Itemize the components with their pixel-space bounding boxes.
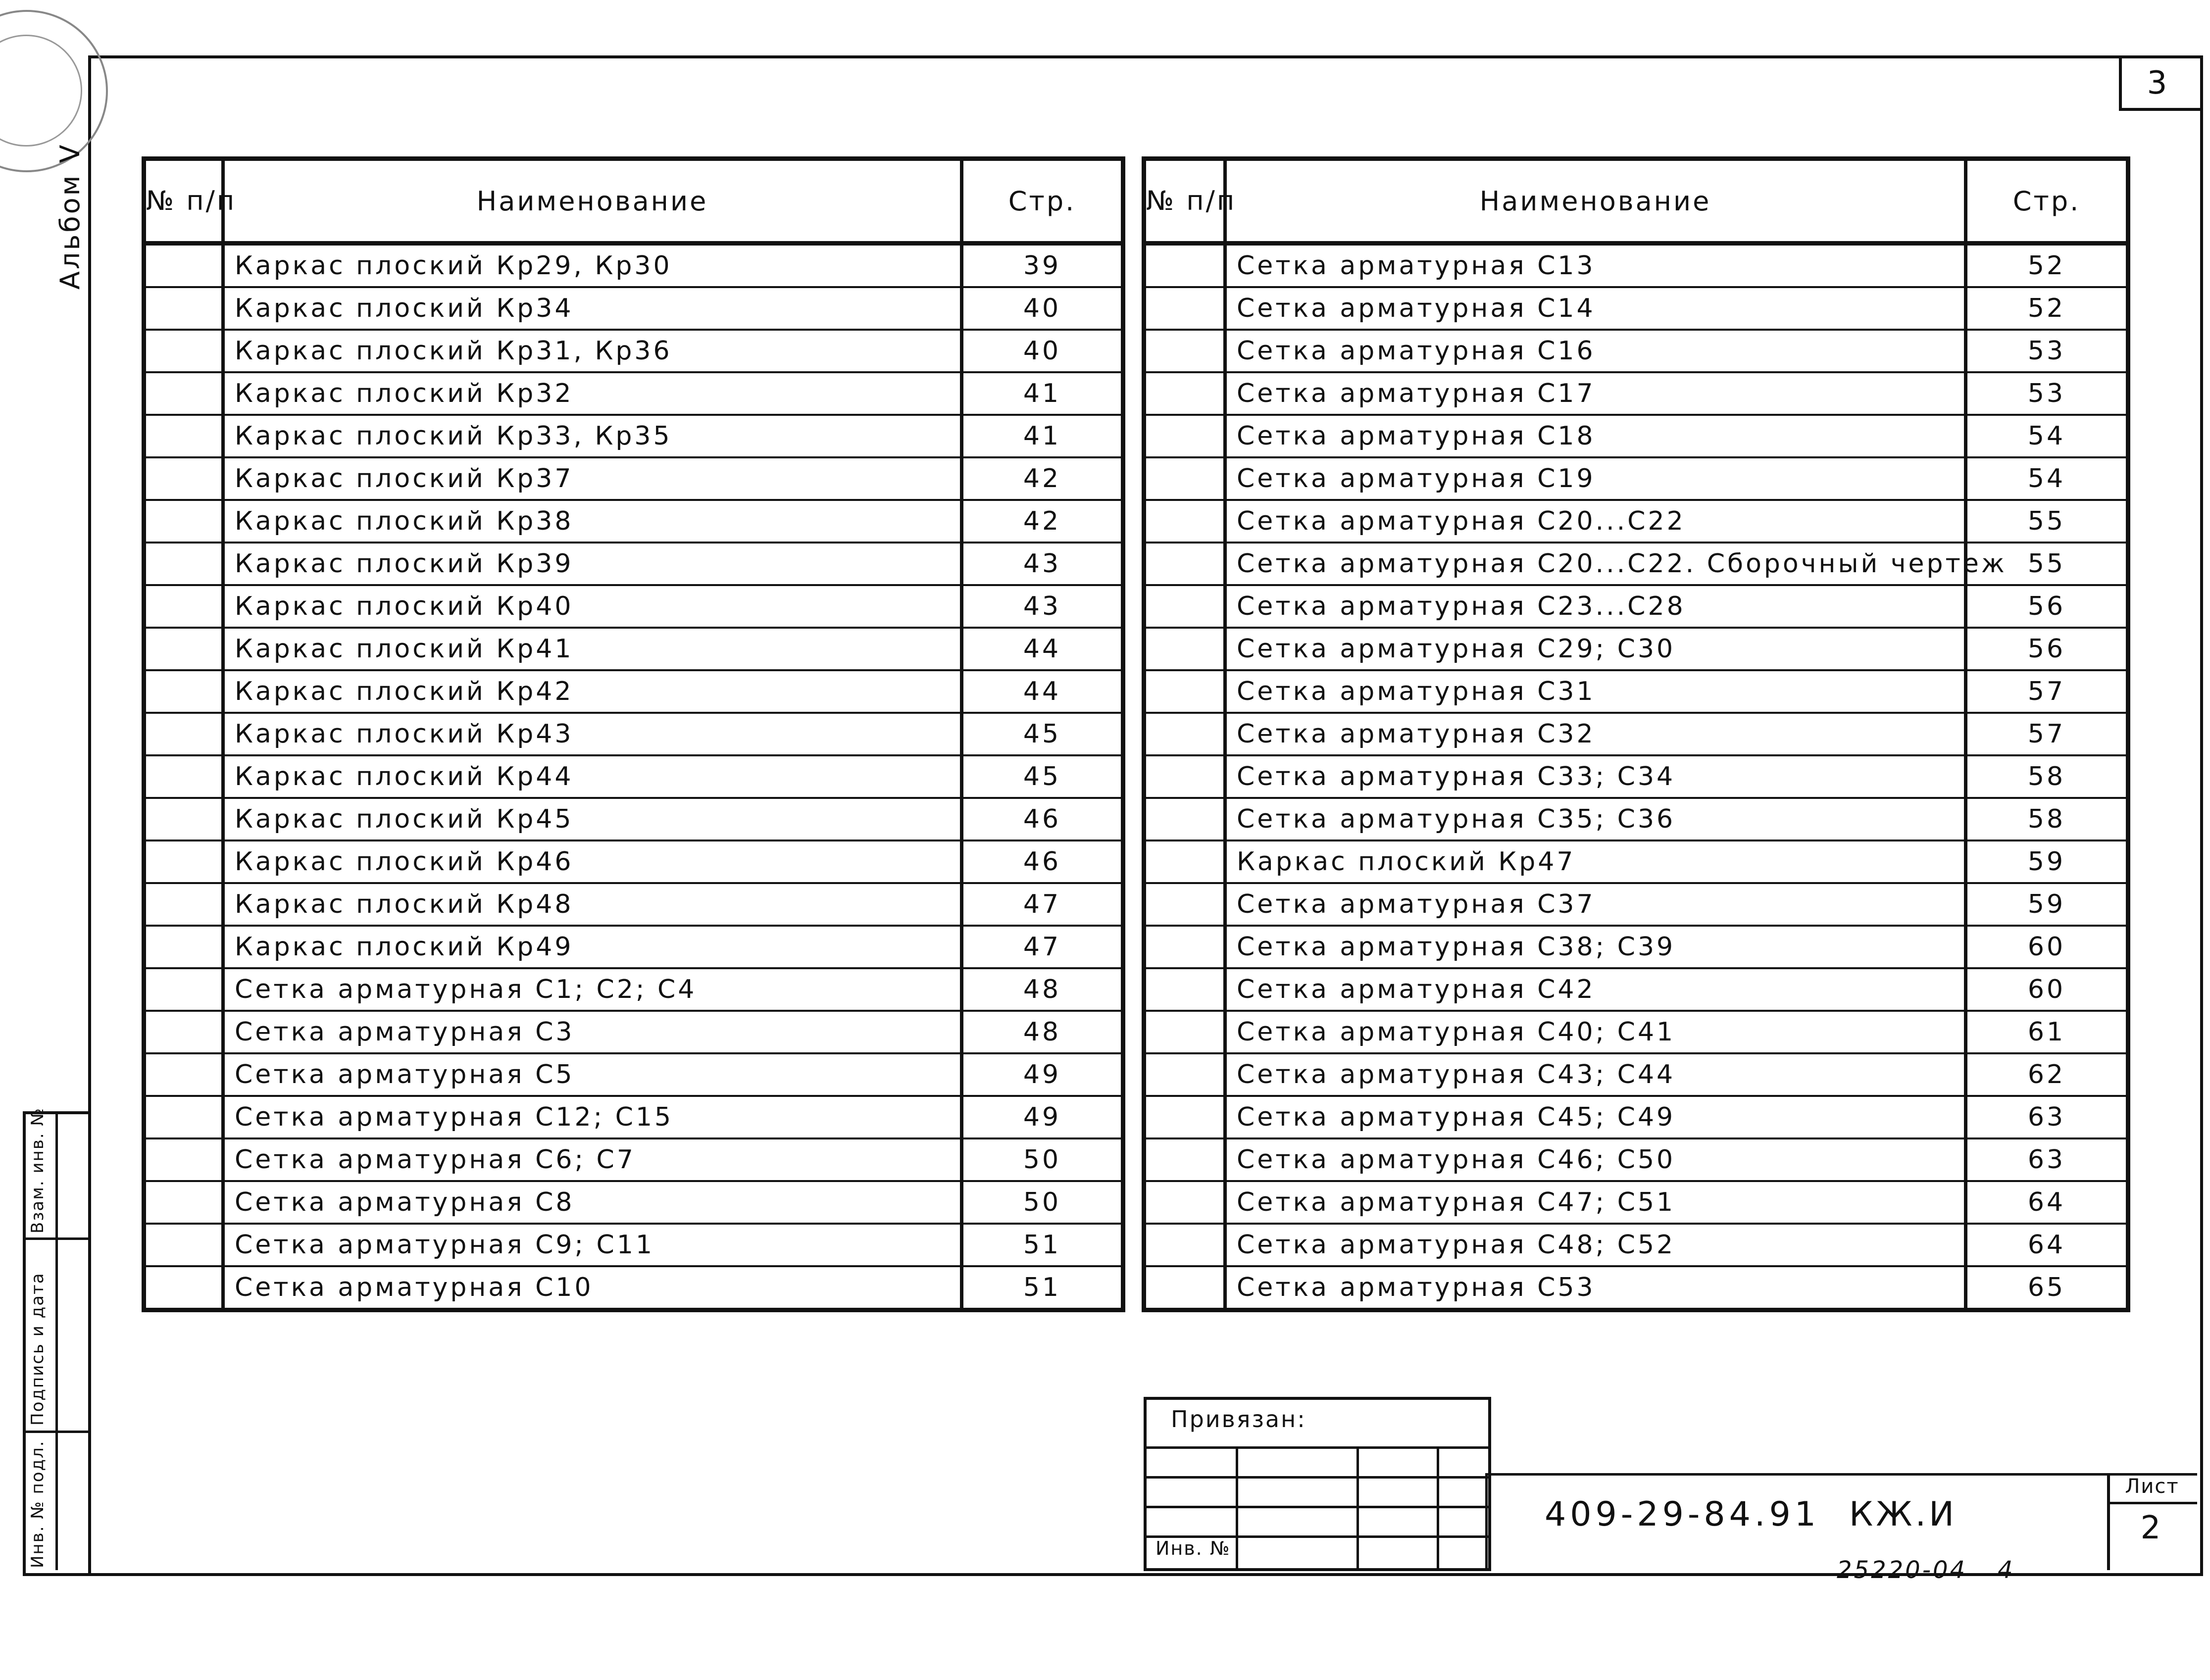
row-number-cell — [144, 713, 223, 755]
item-page: 52 — [1966, 287, 2128, 330]
row-number-cell — [1144, 457, 1225, 500]
row-number-cell — [144, 500, 223, 543]
item-name: Каркас плоский Кр49 — [223, 926, 962, 968]
side-strip-sep-1 — [23, 1431, 88, 1433]
sheet-number: 2 — [2140, 1510, 2164, 1546]
item-name: Сетка арматурная С20...С22 — [1225, 500, 1966, 543]
table-row — [144, 500, 1123, 543]
item-page: 65 — [1966, 1266, 2128, 1310]
row-number-cell — [1144, 1011, 1225, 1053]
item-name: Сетка арматурная С37 — [1225, 883, 1966, 926]
item-page: 59 — [1966, 883, 2128, 926]
side-strip-sep-2 — [23, 1237, 88, 1240]
item-name: Сетка арматурная С43; С44 — [1225, 1053, 1966, 1096]
table-row — [1144, 1224, 2128, 1266]
row-number-cell — [1144, 755, 1225, 798]
table-row — [144, 883, 1123, 926]
item-name: Сетка арматурная С8 — [223, 1181, 962, 1224]
table-row — [1144, 372, 2128, 415]
left-table-body — [144, 244, 1123, 1310]
item-page: 55 — [1966, 543, 2128, 585]
row-number-cell — [1144, 287, 1225, 330]
item-page: 43 — [962, 585, 1123, 628]
sheet-box-divider — [2107, 1502, 2197, 1504]
table-row — [1144, 926, 2128, 968]
table-row — [144, 670, 1123, 713]
binding-col-2 — [1356, 1446, 1359, 1568]
item-name: Сетка арматурная С12; С15 — [223, 1096, 962, 1138]
item-name: Каркас плоский Кр31, Кр36 — [223, 330, 962, 372]
table-row — [144, 926, 1123, 968]
item-name: Сетка арматурная С46; С50 — [1225, 1138, 1966, 1181]
table-row — [1144, 883, 2128, 926]
item-page: 40 — [962, 287, 1123, 330]
row-number-cell — [144, 628, 223, 670]
item-page: 62 — [1966, 1053, 2128, 1096]
right-contents-table — [1142, 156, 2130, 1312]
row-number-cell — [144, 755, 223, 798]
row-number-cell — [1144, 415, 1225, 457]
row-number-cell — [1144, 500, 1225, 543]
item-name: Каркас плоский Кр40 — [223, 585, 962, 628]
table-row — [144, 244, 1123, 288]
item-name: Каркас плоский Кр47 — [1225, 840, 1966, 883]
table-row — [1144, 628, 2128, 670]
archive-suffix: 4 — [1998, 1556, 2016, 1584]
item-page: 47 — [962, 926, 1123, 968]
item-name: Сетка арматурная С16 — [1225, 330, 1966, 372]
table-row — [144, 372, 1123, 415]
item-page: 43 — [962, 543, 1123, 585]
item-page: 58 — [1966, 755, 2128, 798]
item-page: 63 — [1966, 1096, 2128, 1138]
item-name: Каркас плоский Кр45 — [223, 798, 962, 840]
item-page: 51 — [962, 1266, 1123, 1310]
table-row — [1144, 500, 2128, 543]
item-name: Каркас плоский Кр46 — [223, 840, 962, 883]
item-name: Сетка арматурная С53 — [1225, 1266, 1966, 1310]
header-no: № п/п — [144, 159, 223, 244]
sheet-label: Лист — [2125, 1475, 2179, 1498]
document-section: КЖ.И — [1849, 1495, 1958, 1534]
table-row — [144, 415, 1123, 457]
row-number-cell — [1144, 628, 1225, 670]
table-row — [144, 968, 1123, 1011]
table-row — [144, 330, 1123, 372]
item-name: Сетка арматурная С14 — [1225, 287, 1966, 330]
table-row — [144, 585, 1123, 628]
item-page: 54 — [1966, 457, 2128, 500]
item-page: 46 — [962, 840, 1123, 883]
item-page: 56 — [1966, 628, 2128, 670]
item-name: Сетка арматурная С10 — [223, 1266, 962, 1310]
item-page: 45 — [962, 755, 1123, 798]
item-name: Каркас плоский Кр42 — [223, 670, 962, 713]
left-table-header — [144, 159, 1123, 244]
row-number-cell — [144, 1096, 223, 1138]
row-number-cell — [1144, 585, 1225, 628]
item-name: Сетка арматурная С23...С28 — [1225, 585, 1966, 628]
row-number-cell — [144, 1138, 223, 1181]
item-page: 57 — [1966, 670, 2128, 713]
row-number-cell — [144, 840, 223, 883]
right-table-body — [1144, 244, 2128, 1310]
row-number-cell — [1144, 1266, 1225, 1310]
table-row — [144, 755, 1123, 798]
replacement-inv-label: Взам. инв. № — [28, 1107, 48, 1234]
item-page: 56 — [1966, 585, 2128, 628]
item-page: 42 — [962, 457, 1123, 500]
item-name: Сетка арматурная С38; С39 — [1225, 926, 1966, 968]
table-row — [144, 1053, 1123, 1096]
item-page: 57 — [1966, 713, 2128, 755]
item-name: Сетка арматурная С13 — [1225, 244, 1966, 288]
item-page: 48 — [962, 968, 1123, 1011]
item-name: Сетка арматурная С47; С51 — [1225, 1181, 1966, 1224]
item-page: 51 — [962, 1224, 1123, 1266]
item-page: 44 — [962, 628, 1123, 670]
item-page: 49 — [962, 1053, 1123, 1096]
row-number-cell — [144, 372, 223, 415]
item-name: Сетка арматурная С31 — [1225, 670, 1966, 713]
item-page: 50 — [962, 1181, 1123, 1224]
item-name: Сетка арматурная С45; С49 — [1225, 1096, 1966, 1138]
row-number-cell — [1144, 713, 1225, 755]
left-contents-table — [142, 156, 1125, 1312]
table-row — [1144, 457, 2128, 500]
album-label: Альбом V — [54, 143, 86, 290]
item-name: Каркас плоский Кр32 — [223, 372, 962, 415]
row-number-cell — [1144, 1053, 1225, 1096]
table-row — [1144, 1181, 2128, 1224]
item-page: 40 — [962, 330, 1123, 372]
header-name: Наименование — [1225, 159, 1966, 244]
row-number-cell — [1144, 1096, 1225, 1138]
item-page: 47 — [962, 883, 1123, 926]
item-name: Сетка арматурная С48; С52 — [1225, 1224, 1966, 1266]
item-page: 49 — [962, 1096, 1123, 1138]
item-page: 46 — [962, 798, 1123, 840]
item-name: Каркас плоский Кр41 — [223, 628, 962, 670]
item-page: 54 — [1966, 415, 2128, 457]
row-number-cell — [144, 1011, 223, 1053]
item-name: Каркас плоский Кр29, Кр30 — [223, 244, 962, 288]
item-page: 53 — [1966, 372, 2128, 415]
item-name: Каркас плоский Кр33, Кр35 — [223, 415, 962, 457]
table-row — [144, 628, 1123, 670]
item-page: 50 — [962, 1138, 1123, 1181]
item-page: 64 — [1966, 1181, 2128, 1224]
row-number-cell — [144, 926, 223, 968]
item-name: Каркас плоский Кр37 — [223, 457, 962, 500]
item-page: 60 — [1966, 968, 2128, 1011]
table-row — [144, 457, 1123, 500]
row-number-cell — [1144, 670, 1225, 713]
item-name: Сетка арматурная С29; С30 — [1225, 628, 1966, 670]
table-row — [1144, 1138, 2128, 1181]
item-name: Сетка арматурная С6; С7 — [223, 1138, 962, 1181]
table-row — [1144, 670, 2128, 713]
table-row — [1144, 1096, 2128, 1138]
row-number-cell — [1144, 1224, 1225, 1266]
row-number-cell — [144, 457, 223, 500]
row-number-cell — [144, 287, 223, 330]
item-page: 63 — [1966, 1138, 2128, 1181]
item-name: Каркас плоский Кр38 — [223, 500, 962, 543]
item-name: Сетка арматурная С19 — [1225, 457, 1966, 500]
item-name: Каркас плоский Кр34 — [223, 287, 962, 330]
row-number-cell — [1144, 968, 1225, 1011]
header-no: № п/п — [1144, 159, 1225, 244]
item-page: 45 — [962, 713, 1123, 755]
table-row — [144, 287, 1123, 330]
row-number-cell — [144, 585, 223, 628]
item-page: 61 — [1966, 1011, 2128, 1053]
row-number-cell — [1144, 543, 1225, 585]
item-page: 55 — [1966, 500, 2128, 543]
item-name: Сетка арматурная С33; С34 — [1225, 755, 1966, 798]
table-row — [144, 798, 1123, 840]
item-page: 60 — [1966, 926, 2128, 968]
table-row — [1144, 713, 2128, 755]
row-number-cell — [144, 1224, 223, 1266]
table-row — [144, 1011, 1123, 1053]
item-page: 42 — [962, 500, 1123, 543]
item-name: Сетка арматурная С40; С41 — [1225, 1011, 1966, 1053]
document-designation: 409-29-84.91 — [1545, 1495, 1820, 1534]
table-row — [1144, 968, 2128, 1011]
item-page: 53 — [1966, 330, 2128, 372]
binding-col-3 — [1437, 1446, 1439, 1568]
item-name: Каркас плоский Кр39 — [223, 543, 962, 585]
row-number-cell — [1144, 1181, 1225, 1224]
table-row — [144, 1138, 1123, 1181]
row-number-cell — [144, 968, 223, 1011]
item-page: 59 — [1966, 840, 2128, 883]
item-name: Сетка арматурная С5 — [223, 1053, 962, 1096]
item-page: 41 — [962, 372, 1123, 415]
table-row — [1144, 1011, 2128, 1053]
row-number-cell — [1144, 1138, 1225, 1181]
archive-number: 25220-04 — [1837, 1556, 1967, 1584]
item-name: Каркас плоский Кр48 — [223, 883, 962, 926]
page-number: 3 — [2147, 65, 2170, 101]
table-row — [144, 543, 1123, 585]
item-page: 39 — [962, 244, 1123, 288]
table-row — [1144, 415, 2128, 457]
row-number-cell — [1144, 883, 1225, 926]
table-row — [144, 840, 1123, 883]
table-row — [1144, 840, 2128, 883]
item-name: Сетка арматурная С20...С22. Сборочный чертеж — [1225, 543, 1966, 585]
table-row — [1144, 330, 2128, 372]
right-table-header — [1144, 159, 2128, 244]
item-name: Сетка арматурная С1; С2; С4 — [223, 968, 962, 1011]
side-strip-divider — [55, 1111, 58, 1570]
item-name: Сетка арматурная С42 — [1225, 968, 1966, 1011]
header-name: Наименование — [223, 159, 962, 244]
item-name: Сетка арматурная С3 — [223, 1011, 962, 1053]
row-number-cell — [144, 415, 223, 457]
table-row — [144, 1181, 1123, 1224]
row-number-cell — [144, 1266, 223, 1310]
table-row — [1144, 1266, 2128, 1310]
title-block-left — [1485, 1473, 1488, 1570]
row-number-cell — [1144, 372, 1225, 415]
binding-col-1 — [1236, 1446, 1238, 1568]
item-name: Сетка арматурная С35; С36 — [1225, 798, 1966, 840]
item-page: 64 — [1966, 1224, 2128, 1266]
row-number-cell — [144, 330, 223, 372]
row-number-cell — [144, 798, 223, 840]
item-name: Сетка арматурная С18 — [1225, 415, 1966, 457]
item-page: 52 — [1966, 244, 2128, 288]
item-name: Сетка арматурная С17 — [1225, 372, 1966, 415]
item-name: Сетка арматурная С32 — [1225, 713, 1966, 755]
header-page: Стр. — [962, 159, 1123, 244]
table-row — [1144, 1053, 2128, 1096]
item-name: Сетка арматурная С9; С11 — [223, 1224, 962, 1266]
row-number-cell — [1144, 926, 1225, 968]
row-number-cell — [1144, 840, 1225, 883]
item-page: 58 — [1966, 798, 2128, 840]
table-row — [1144, 585, 2128, 628]
signature-date-label: Подпись и дата — [28, 1272, 48, 1426]
binding-label: Привязан: — [1171, 1406, 1306, 1433]
table-row — [144, 713, 1123, 755]
row-number-cell — [1144, 330, 1225, 372]
title-block-top — [1485, 1473, 2197, 1476]
table-row — [144, 1096, 1123, 1138]
inv-no-label: Инв. № подл. — [28, 1440, 48, 1568]
row-number-cell — [144, 670, 223, 713]
row-number-cell — [144, 1053, 223, 1096]
table-row — [1144, 798, 2128, 840]
table-row — [1144, 244, 2128, 288]
item-page: 41 — [962, 415, 1123, 457]
table-row — [1144, 755, 2128, 798]
row-number-cell — [144, 1181, 223, 1224]
table-row — [144, 1266, 1123, 1310]
table-row — [1144, 543, 2128, 585]
item-name: Каркас плоский Кр43 — [223, 713, 962, 755]
table-row — [144, 1224, 1123, 1266]
header-page: Стр. — [1966, 159, 2128, 244]
row-number-cell — [1144, 798, 1225, 840]
row-number-cell — [144, 543, 223, 585]
table-row — [1144, 287, 2128, 330]
row-number-cell — [144, 244, 223, 288]
item-name: Каркас плоский Кр44 — [223, 755, 962, 798]
item-page: 48 — [962, 1011, 1123, 1053]
binding-inv-label: Инв. № — [1155, 1537, 1231, 1559]
row-number-cell — [1144, 244, 1225, 288]
item-page: 44 — [962, 670, 1123, 713]
row-number-cell — [144, 883, 223, 926]
